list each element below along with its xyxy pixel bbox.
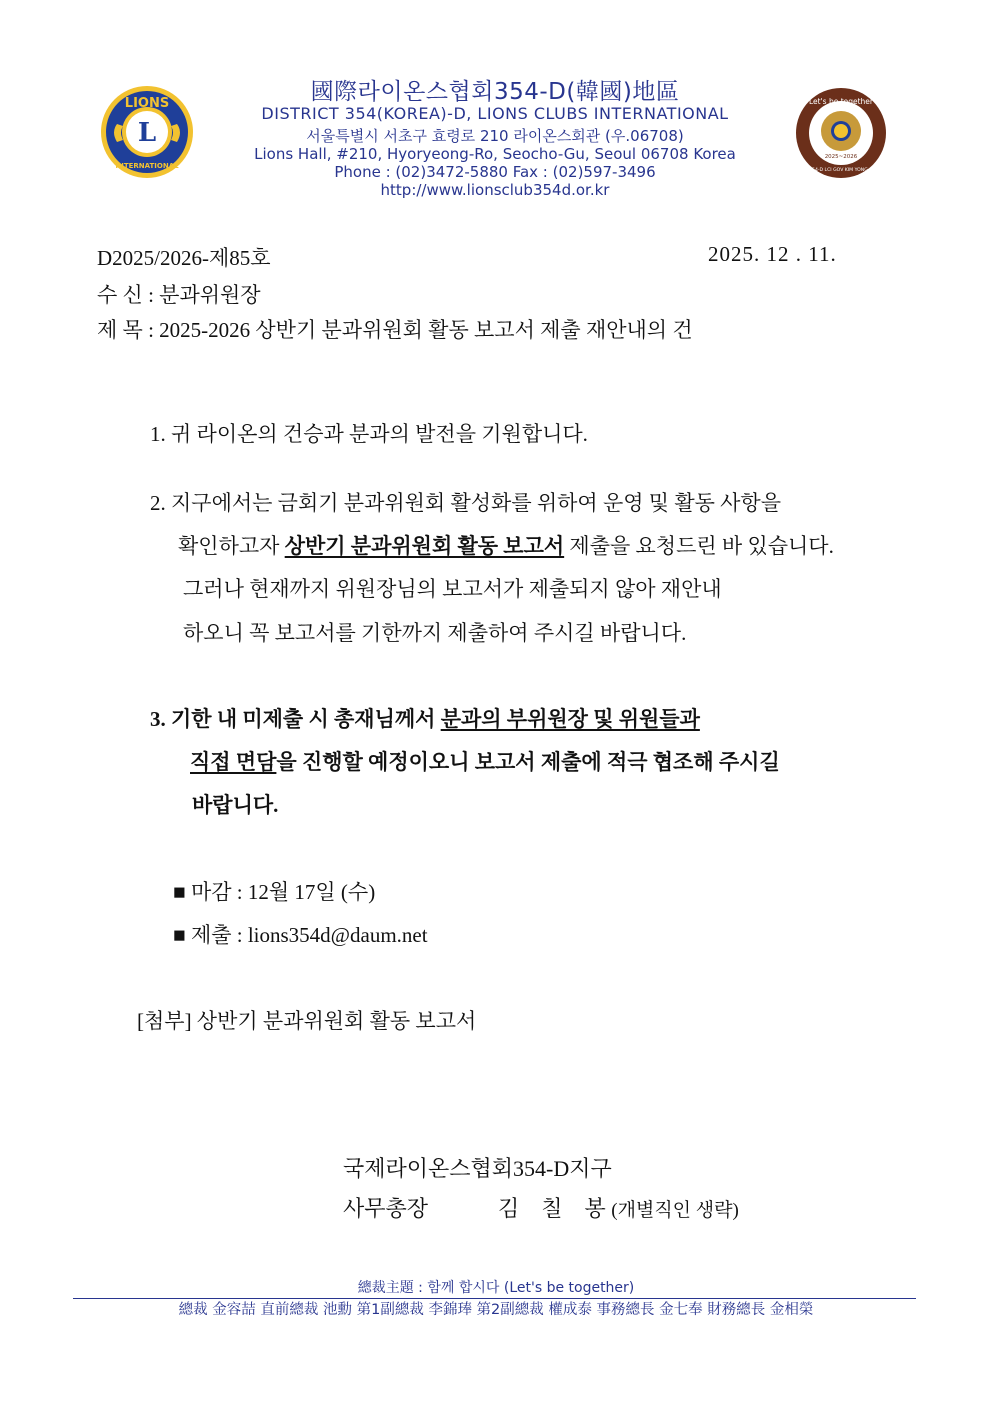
letterhead-title: 國際라이온스협회354-D(韓國)地區 <box>310 79 680 105</box>
deadline-text: 마감 : 12월 17일 (수) <box>190 880 376 904</box>
signature-line <box>343 1192 739 1223</box>
letterhead-address-en: Lions Hall, #210, Hyoryeong-Ro, Seocho-Gu, Seoul 06708 Korea <box>254 145 736 163</box>
paragraph-2-line-2-pre: 확인하고자 <box>178 534 285 558</box>
paragraph-3-line-3: 바랍니다. <box>192 793 279 817</box>
lions-international-logo <box>97 84 197 180</box>
square-bullet-icon: ■ <box>173 880 186 904</box>
signature-organization: 국제라이온스협회354-D지구 <box>343 1156 612 1181</box>
paragraph-3-line-2 <box>190 746 780 776</box>
report-title-emphasis: 상반기 분과위원회 활동 보고서 <box>284 534 565 558</box>
letterhead-phone: Phone : (02)3472-5880 Fax : (02)597-3496 <box>334 163 656 181</box>
document-date: 2025. 12 . 11. <box>708 242 837 266</box>
letterhead-website: http://www.lionsclub354d.or.kr <box>380 181 610 199</box>
letterhead-address-ko: 서울특별시 서초구 효령로 210 라이온스회관 (우.06708) <box>306 127 684 145</box>
submission-email-text: 제출 : lions354d@daum.net <box>190 923 428 947</box>
letterhead-district: DISTRICT 354(KOREA)-D, LIONS CLUBS INTERNATIONAL <box>261 104 729 123</box>
paragraph-3-line-1-underlined: 분과의 부위원장 및 위원들과 <box>440 707 700 731</box>
signature-name: 김 칠 봉 <box>498 1196 606 1221</box>
logo-left-top-text: LIONS <box>124 96 170 111</box>
subject-line: 제 목 : 2025-2026 상반기 분과위원회 활동 보고서 제출 재안내의 건 <box>97 318 693 342</box>
footer-officers: 總裁 金容喆 直前總裁 池勳 第1副總裁 李錦琫 第2副總裁 權成泰 事務總長 金七奉 財務總長 金相榮 <box>178 1302 814 1318</box>
signature-role: 사무총장 <box>343 1196 429 1221</box>
paragraph-2-line-3: 그러나 현재까지 위원장님의 보고서가 제출되지 않아 재안내 <box>183 577 722 601</box>
seal-bottom-text: DIST 354-D LCI GOV KIM YONG CHEOL <box>797 168 885 173</box>
deadline-item <box>173 876 375 906</box>
square-bullet-icon: ■ <box>173 923 186 947</box>
logo-left-letter: L <box>137 118 157 148</box>
paragraph-1: 1. 귀 라이온의 건승과 분과의 발전을 기원합니다. <box>150 422 588 446</box>
seal-year-text: 2025~2026 <box>824 154 858 160</box>
seal-top-text: Let's be together <box>808 97 874 106</box>
footer-theme: 總裁主題 : 함께 합시다 (Let's be together) <box>357 1280 635 1296</box>
paragraph-2-line-1: 2. 지구에서는 금회기 분과위원회 활성화를 위하여 운영 및 활동 사항을 <box>150 491 782 515</box>
recipient-line: 수 신 : 분과위원장 <box>97 283 261 307</box>
paragraph-3-line-2-underlined: 직접 면담 <box>190 750 277 774</box>
signature-note: (개별직인 생략) <box>611 1200 739 1221</box>
paragraph-3-line-2-post: 을 진행할 예정이오니 보고서 제출에 적극 협조해 주시길 <box>276 750 780 774</box>
logo-left-bottom-text: INTERNATIONAL <box>115 162 179 170</box>
submission-item <box>173 919 428 949</box>
document-number: D2025/2026-제85호 <box>97 246 271 270</box>
district-seal-logo <box>792 87 890 179</box>
paragraph-2-line-2-post: 제출을 요청드린 바 있습니다. <box>564 534 834 558</box>
paragraph-3-line-1 <box>150 703 700 733</box>
attachment-line: [첨부] 상반기 분과위원회 활동 보고서 <box>137 1009 477 1033</box>
paragraph-2-line-4: 하오니 꼭 보고서를 기한까지 제출하여 주시길 바랍니다. <box>183 621 687 645</box>
paragraph-3-line-1-pre: 3. 기한 내 미제출 시 총재님께서 <box>150 707 441 731</box>
paragraph-2-line-2 <box>178 530 834 560</box>
